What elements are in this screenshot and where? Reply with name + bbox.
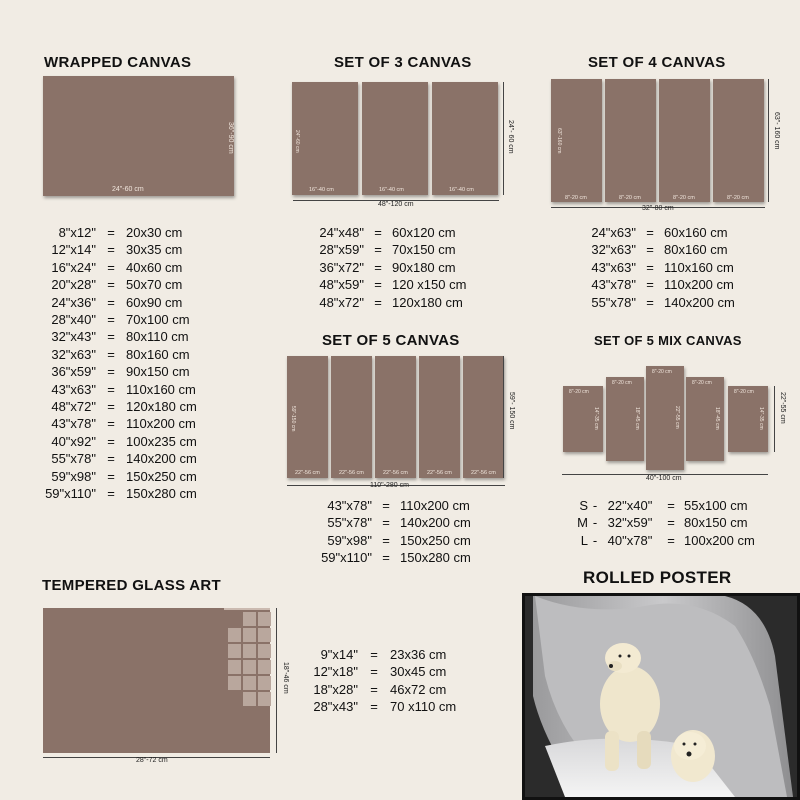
size-cell: 70 x110 cm bbox=[390, 699, 457, 715]
size-cell: 43"x78" bbox=[51, 416, 96, 432]
size-cell: 40"x78" bbox=[607, 532, 653, 548]
set5-panel-label: 22"-56 cm bbox=[471, 470, 496, 476]
size-cell: = bbox=[667, 498, 675, 513]
size-row bbox=[318, 549, 500, 566]
set4-panel-label: 8"-20 cm bbox=[673, 195, 695, 201]
size-cell: = bbox=[382, 498, 390, 513]
wrapped-height-label: 36"-90 cm bbox=[227, 122, 234, 154]
glass-reflection-square bbox=[228, 628, 241, 642]
size-cell: 12"x14" bbox=[51, 242, 96, 258]
set5-panel-label: 22"-56 cm bbox=[295, 470, 320, 476]
set3-height-line bbox=[503, 82, 504, 195]
glass-reflection-edge bbox=[224, 608, 270, 610]
size-cell: M bbox=[577, 515, 588, 531]
set4-panel bbox=[659, 79, 710, 202]
glass-reflection-square bbox=[258, 676, 271, 690]
glass-title: TEMPERED GLASS ART bbox=[42, 577, 222, 594]
set4-panel-label: 8"-20 cm bbox=[565, 195, 587, 201]
size-cell: 80x110 cm bbox=[126, 329, 189, 345]
size-row bbox=[590, 294, 764, 311]
glass-sizes-list bbox=[304, 646, 490, 716]
size-row bbox=[44, 311, 226, 328]
set4-panel-label: 8"-20 cm bbox=[619, 195, 641, 201]
polar-bear-poster-illustration bbox=[525, 596, 797, 797]
set5-sizes-list bbox=[318, 497, 500, 567]
size-row bbox=[318, 294, 492, 311]
size-cell: 60x90 cm bbox=[126, 294, 183, 310]
glass-reflection-square bbox=[228, 676, 241, 690]
set5mix-panel-top-label: 8"-20 cm bbox=[612, 380, 632, 386]
set4-title: SET OF 4 CANVAS bbox=[588, 54, 726, 71]
size-row bbox=[576, 514, 784, 531]
size-row bbox=[44, 485, 226, 502]
set4-panel bbox=[713, 79, 764, 202]
glass-reflection-square bbox=[243, 692, 256, 706]
size-cell: 36"x59" bbox=[51, 364, 96, 380]
size-cell: = bbox=[107, 364, 115, 380]
size-cell: = bbox=[107, 259, 115, 275]
size-cell: 40x60 cm bbox=[126, 259, 183, 275]
size-cell: 43"x63" bbox=[51, 381, 96, 397]
size-row bbox=[304, 681, 490, 698]
glass-reflection-square bbox=[243, 628, 256, 642]
size-cell: 50x70 cm bbox=[126, 277, 183, 293]
size-cell: = bbox=[107, 312, 115, 328]
size-row bbox=[44, 381, 226, 398]
set5-height-label: 59"- 150 cm bbox=[508, 392, 515, 430]
size-cell: 110x160 cm bbox=[664, 259, 734, 275]
size-cell: = bbox=[107, 225, 115, 240]
size-row bbox=[44, 328, 226, 345]
size-cell: 28"x40" bbox=[51, 312, 96, 328]
size-cell: = bbox=[374, 294, 382, 310]
size-cell: 55"x78" bbox=[327, 515, 372, 531]
size-cell: = bbox=[107, 451, 115, 467]
set3-panel-label: 16"-40 cm bbox=[379, 187, 404, 193]
size-cell: = bbox=[107, 329, 115, 345]
size-cell: 20x30 cm bbox=[126, 225, 183, 240]
size-row bbox=[44, 398, 226, 415]
wrapped-sizes-list bbox=[44, 224, 226, 503]
size-cell: = bbox=[667, 515, 675, 531]
size-cell: 46x72 cm bbox=[390, 681, 447, 697]
set5-width-label: 110"-280 cm bbox=[370, 482, 409, 489]
size-cell: = bbox=[646, 294, 654, 310]
size-row bbox=[44, 276, 226, 293]
size-cell: 70x150 cm bbox=[392, 242, 456, 258]
size-cell: = bbox=[370, 664, 378, 680]
size-cell: 110x200 cm bbox=[400, 498, 470, 513]
size-cell: 100x200 cm bbox=[684, 532, 755, 548]
size-cell: = bbox=[646, 259, 654, 275]
size-cell: 90x180 cm bbox=[392, 259, 456, 275]
size-cell: 32"x63" bbox=[591, 242, 636, 258]
glass-reflection-square bbox=[258, 612, 271, 626]
set3-panel bbox=[292, 82, 358, 195]
size-row bbox=[318, 224, 492, 241]
size-cell: 22"x40" bbox=[607, 498, 653, 513]
size-cell: = bbox=[646, 242, 654, 258]
size-cell: 36"x72" bbox=[319, 259, 364, 275]
size-row bbox=[304, 698, 490, 715]
set5mix-panel-top-label: 8"-20 cm bbox=[569, 389, 589, 395]
size-cell: 30x35 cm bbox=[126, 242, 183, 258]
set3-sizes-list bbox=[318, 224, 492, 311]
size-cell: 43"x78" bbox=[327, 498, 372, 513]
set4-panel-height-label: 63"-160 cm bbox=[556, 128, 562, 154]
size-cell: 150x250 cm bbox=[400, 532, 471, 548]
size-cell: 120x180 cm bbox=[392, 294, 463, 310]
size-cell: 150x280 cm bbox=[400, 550, 471, 566]
size-row bbox=[318, 514, 500, 531]
size-row bbox=[576, 532, 784, 549]
size-cell: 48"x72" bbox=[51, 399, 96, 415]
set5-title: SET OF 5 CANVAS bbox=[322, 332, 460, 349]
size-row bbox=[44, 433, 226, 450]
set3-title: SET OF 3 CANVAS bbox=[334, 54, 472, 71]
size-cell: = bbox=[374, 225, 382, 240]
glass-reflection-square bbox=[258, 628, 271, 642]
size-row bbox=[44, 241, 226, 258]
size-cell: 9"x14" bbox=[320, 647, 358, 662]
size-cell: = bbox=[107, 277, 115, 293]
size-cell: 24"x36" bbox=[51, 294, 96, 310]
size-row bbox=[590, 224, 764, 241]
size-cell: 110x200 cm bbox=[664, 277, 734, 293]
set5-panel-label: 22"-56 cm bbox=[383, 470, 408, 476]
size-cell: = bbox=[374, 259, 382, 275]
size-cell: 120 x150 cm bbox=[392, 277, 467, 293]
size-cell: 55"x78" bbox=[51, 451, 96, 467]
set3-panel bbox=[362, 82, 428, 195]
glass-reflection-square bbox=[258, 644, 271, 658]
size-cell: 100x235 cm bbox=[126, 433, 197, 449]
size-cell: 55"x78" bbox=[591, 294, 636, 310]
set4-panel bbox=[605, 79, 656, 202]
size-row bbox=[304, 663, 490, 680]
size-row bbox=[44, 224, 226, 241]
size-cell: 24"x48" bbox=[319, 225, 364, 240]
size-row bbox=[318, 276, 492, 293]
glass-width-label: 28"-72 cm bbox=[136, 757, 168, 764]
set5mix-panel-top-label: 8"-20 cm bbox=[734, 389, 754, 395]
glass-reflection-square bbox=[243, 660, 256, 674]
set5mix-panel-height-label: 14"-35 cm bbox=[593, 407, 599, 430]
size-cell: L bbox=[580, 532, 588, 548]
size-cell: 12"x18" bbox=[313, 664, 358, 680]
set4-panel-label: 8"-20 cm bbox=[727, 195, 749, 201]
poster-title: ROLLED POSTER bbox=[583, 568, 732, 587]
size-cell: 18"x28" bbox=[313, 681, 358, 697]
size-cell: 59"x110" bbox=[45, 486, 96, 502]
size-cell: = bbox=[370, 699, 378, 715]
glass-reflection-square bbox=[243, 644, 256, 658]
size-cell: = bbox=[107, 346, 115, 362]
size-cell: = bbox=[107, 486, 115, 502]
set5mix-panel-height-label: 18"-45 cm bbox=[634, 407, 640, 430]
size-cell: = bbox=[107, 381, 115, 397]
size-cell: 28"x59" bbox=[319, 242, 364, 258]
size-row bbox=[44, 415, 226, 432]
glass-reflection-square bbox=[258, 660, 271, 674]
size-cell: 59"x110" bbox=[321, 550, 372, 566]
glass-reflection-square bbox=[243, 612, 256, 626]
set5-panel bbox=[419, 356, 460, 478]
set3-panel-height-label: 24"-60 cm bbox=[294, 130, 300, 153]
glass-reflection-square bbox=[228, 644, 241, 658]
size-cell: 90x150 cm bbox=[126, 364, 190, 380]
size-cell: 24"x63" bbox=[591, 225, 636, 240]
size-cell: 140x200 cm bbox=[664, 294, 735, 310]
size-cell: 30x45 cm bbox=[390, 664, 447, 680]
size-row bbox=[318, 259, 492, 276]
set3-height-label: 24"- 60 cm bbox=[507, 120, 514, 154]
wrapped-width-label: 24"-60 cm bbox=[112, 186, 144, 193]
size-cell: 28"x43" bbox=[313, 699, 358, 715]
size-row bbox=[44, 450, 226, 467]
size-cell: = bbox=[667, 532, 675, 548]
size-cell: 150x280 cm bbox=[126, 486, 197, 502]
size-cell: 120x180 cm bbox=[126, 399, 197, 415]
size-cell: 8"x12" bbox=[58, 225, 96, 240]
set5-panel bbox=[331, 356, 372, 478]
size-cell: = bbox=[382, 515, 390, 531]
set5-panel-label: 22"-56 cm bbox=[339, 470, 364, 476]
size-cell: = bbox=[107, 468, 115, 484]
size-row bbox=[590, 241, 764, 258]
wrapped-canvas-title: WRAPPED CANVAS bbox=[44, 54, 192, 71]
size-cell: = bbox=[107, 399, 115, 415]
size-cell: = bbox=[382, 550, 390, 566]
size-cell: 32"x43" bbox=[51, 329, 96, 345]
set4-width-label: 32"-80 cm bbox=[642, 205, 674, 212]
size-row bbox=[318, 532, 500, 549]
set4-sizes-list bbox=[590, 224, 764, 311]
set3-panel-label: 16"-40 cm bbox=[309, 187, 334, 193]
set3-width-label: 48"-120 cm bbox=[378, 201, 414, 208]
set4-height-label: 63"- 160 cm bbox=[773, 112, 780, 150]
size-cell: 70x100 cm bbox=[126, 312, 190, 328]
set5mix-height-label: 22"-55 cm bbox=[779, 392, 786, 424]
set5mix-sizes-list bbox=[576, 497, 784, 549]
glass-reflection-square bbox=[243, 676, 256, 690]
size-cell: = bbox=[646, 277, 654, 293]
size-cell: 59"x98" bbox=[327, 532, 372, 548]
size-cell: 55x100 cm bbox=[684, 498, 748, 513]
glass-reflection-square bbox=[228, 660, 241, 674]
size-cell: 110x160 cm bbox=[126, 381, 196, 397]
set5-height-line bbox=[503, 356, 504, 478]
size-cell: = bbox=[382, 532, 390, 548]
size-cell: - bbox=[592, 515, 598, 531]
set4-height-line bbox=[768, 79, 769, 202]
size-cell: = bbox=[370, 681, 378, 697]
set5-panel bbox=[375, 356, 416, 478]
set5mix-panel-height-label: 18"-45 cm bbox=[714, 407, 720, 430]
size-cell: 140x200 cm bbox=[400, 515, 471, 531]
size-row bbox=[590, 259, 764, 276]
size-cell: 60x160 cm bbox=[664, 225, 728, 240]
size-cell: = bbox=[107, 416, 115, 432]
glass-reflection-square bbox=[258, 692, 271, 706]
set5mix-panel-top-label: 8"-20 cm bbox=[692, 380, 712, 386]
size-cell: 140x200 cm bbox=[126, 451, 197, 467]
size-row bbox=[590, 276, 764, 293]
size-cell: 43"x78" bbox=[591, 277, 636, 293]
size-cell: 80x160 cm bbox=[664, 242, 728, 258]
set3-panel bbox=[432, 82, 498, 195]
size-row bbox=[44, 259, 226, 276]
set5mix-height-line bbox=[774, 386, 775, 452]
size-cell: 43"x63" bbox=[591, 259, 636, 275]
wrapped-canvas-panel bbox=[43, 76, 234, 196]
size-cell: 20"x28" bbox=[51, 277, 96, 293]
size-cell: = bbox=[107, 242, 115, 258]
size-row bbox=[44, 363, 226, 380]
size-cell: = bbox=[370, 647, 378, 662]
size-cell: = bbox=[107, 433, 115, 449]
size-cell: S bbox=[579, 498, 588, 513]
set5-panel-height-label: 59"-150 cm bbox=[290, 406, 296, 432]
size-cell: = bbox=[107, 294, 115, 310]
set5mix-panel-top-label: 8"-20 cm bbox=[652, 369, 672, 375]
size-cell: - bbox=[592, 498, 598, 513]
size-cell: 80x160 cm bbox=[126, 346, 190, 362]
size-cell: 59"x98" bbox=[51, 468, 96, 484]
size-cell: = bbox=[374, 242, 382, 258]
poster-image bbox=[522, 593, 800, 800]
size-cell: - bbox=[592, 532, 598, 548]
size-row bbox=[318, 497, 500, 514]
set5mix-width-label: 40"-100 cm bbox=[646, 475, 682, 482]
size-row bbox=[44, 294, 226, 311]
size-cell: 16"x24" bbox=[51, 259, 96, 275]
size-row bbox=[318, 241, 492, 258]
set5-panel bbox=[463, 356, 504, 478]
size-cell: 48"x59" bbox=[319, 277, 364, 293]
size-cell: 48"x72" bbox=[319, 294, 364, 310]
set5-panel-label: 22"-56 cm bbox=[427, 470, 452, 476]
glass-height-line bbox=[276, 608, 277, 753]
set3-panel-label: 16"-40 cm bbox=[449, 187, 474, 193]
size-cell: = bbox=[646, 225, 654, 240]
size-cell: 60x120 cm bbox=[392, 225, 456, 240]
size-row bbox=[44, 468, 226, 485]
size-cell: 110x200 cm bbox=[126, 416, 196, 432]
size-cell: 40"x92" bbox=[51, 433, 96, 449]
set5mix-panel-height-label: 22"-55 cm bbox=[674, 406, 680, 429]
size-cell: 150x250 cm bbox=[126, 468, 197, 484]
size-cell: 80x150 cm bbox=[684, 515, 748, 531]
size-cell: 32"x63" bbox=[51, 346, 96, 362]
set5mix-panel-height-label: 14"-35 cm bbox=[758, 407, 764, 430]
size-cell: 32"x59" bbox=[607, 515, 653, 531]
size-row bbox=[576, 497, 784, 514]
set5mix-title: SET OF 5 MIX CANVAS bbox=[594, 333, 742, 348]
glass-height-label: 18"-46 cm bbox=[282, 662, 289, 694]
size-row bbox=[44, 346, 226, 363]
size-cell: = bbox=[374, 277, 382, 293]
size-row bbox=[304, 646, 490, 663]
size-cell: 23x36 cm bbox=[390, 647, 447, 662]
